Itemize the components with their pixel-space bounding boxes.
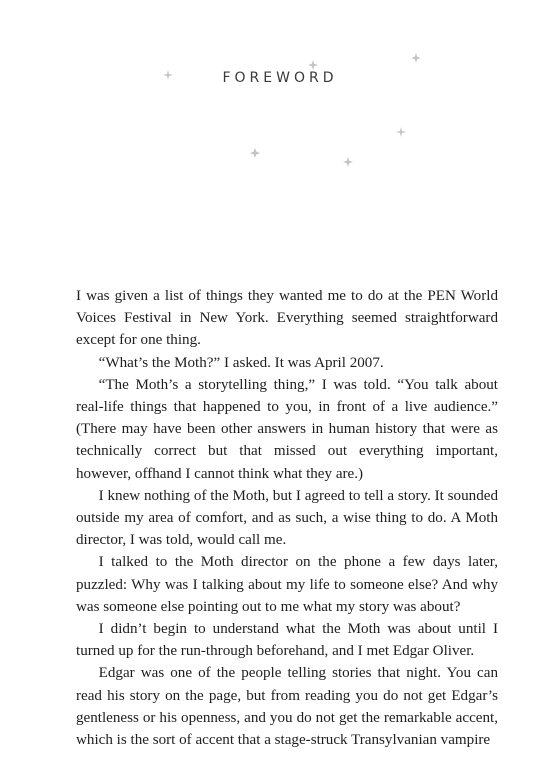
sparkle-star-icon <box>396 127 406 137</box>
sparkle-star-icon <box>343 157 353 167</box>
paragraph: Edgar was one of the people telling stories that night. You can read his story on the page, but from reading you do not get Edgar’s gentleness or his openness, and you do not get the remarkable accent, which is the sort of accent that a stage-struck Transylvanian vampire <box>76 665 498 749</box>
paragraph: I didn’t begin to understand what the Moth was about until I turned up for the run-through beforehand, and I met Edgar Oliver. <box>76 621 498 660</box>
paragraph: I was given a list of things they wanted me to do at the PEN World Voices Festival in New York. Everything seemed straightforward except for one thing. <box>76 288 498 349</box>
paragraph: “The Moth’s a storytelling thing,” I was told. “You talk about real-life things that happened to you, in front of a live audience.” (There may have been other answers in human history that were as technically correct but that missed out everything important, however, offhand I cannot think what they are.) <box>76 376 498 482</box>
body-text <box>76 285 498 751</box>
sparkle-star-icon <box>308 60 318 70</box>
paragraph: I knew nothing of the Moth, but I agreed to tell a story. It sounded outside my area of comfort, and as such, a wise thing to do. A Moth director, I was told, would call me. <box>76 487 498 549</box>
paragraph: I talked to the Moth director on the phone a few days later, puzzled: Why was I talking about my life to someone else? And why was someone else pointing out to me what my story was about? <box>76 554 498 615</box>
page-title: FOREWORD <box>222 70 338 86</box>
paragraph: “What’s the Moth?” I asked. It was April 2007. <box>98 354 384 371</box>
sparkle-star-icon <box>250 148 260 158</box>
sparkle-star-icon <box>411 53 421 63</box>
decorative-stars <box>0 0 560 200</box>
